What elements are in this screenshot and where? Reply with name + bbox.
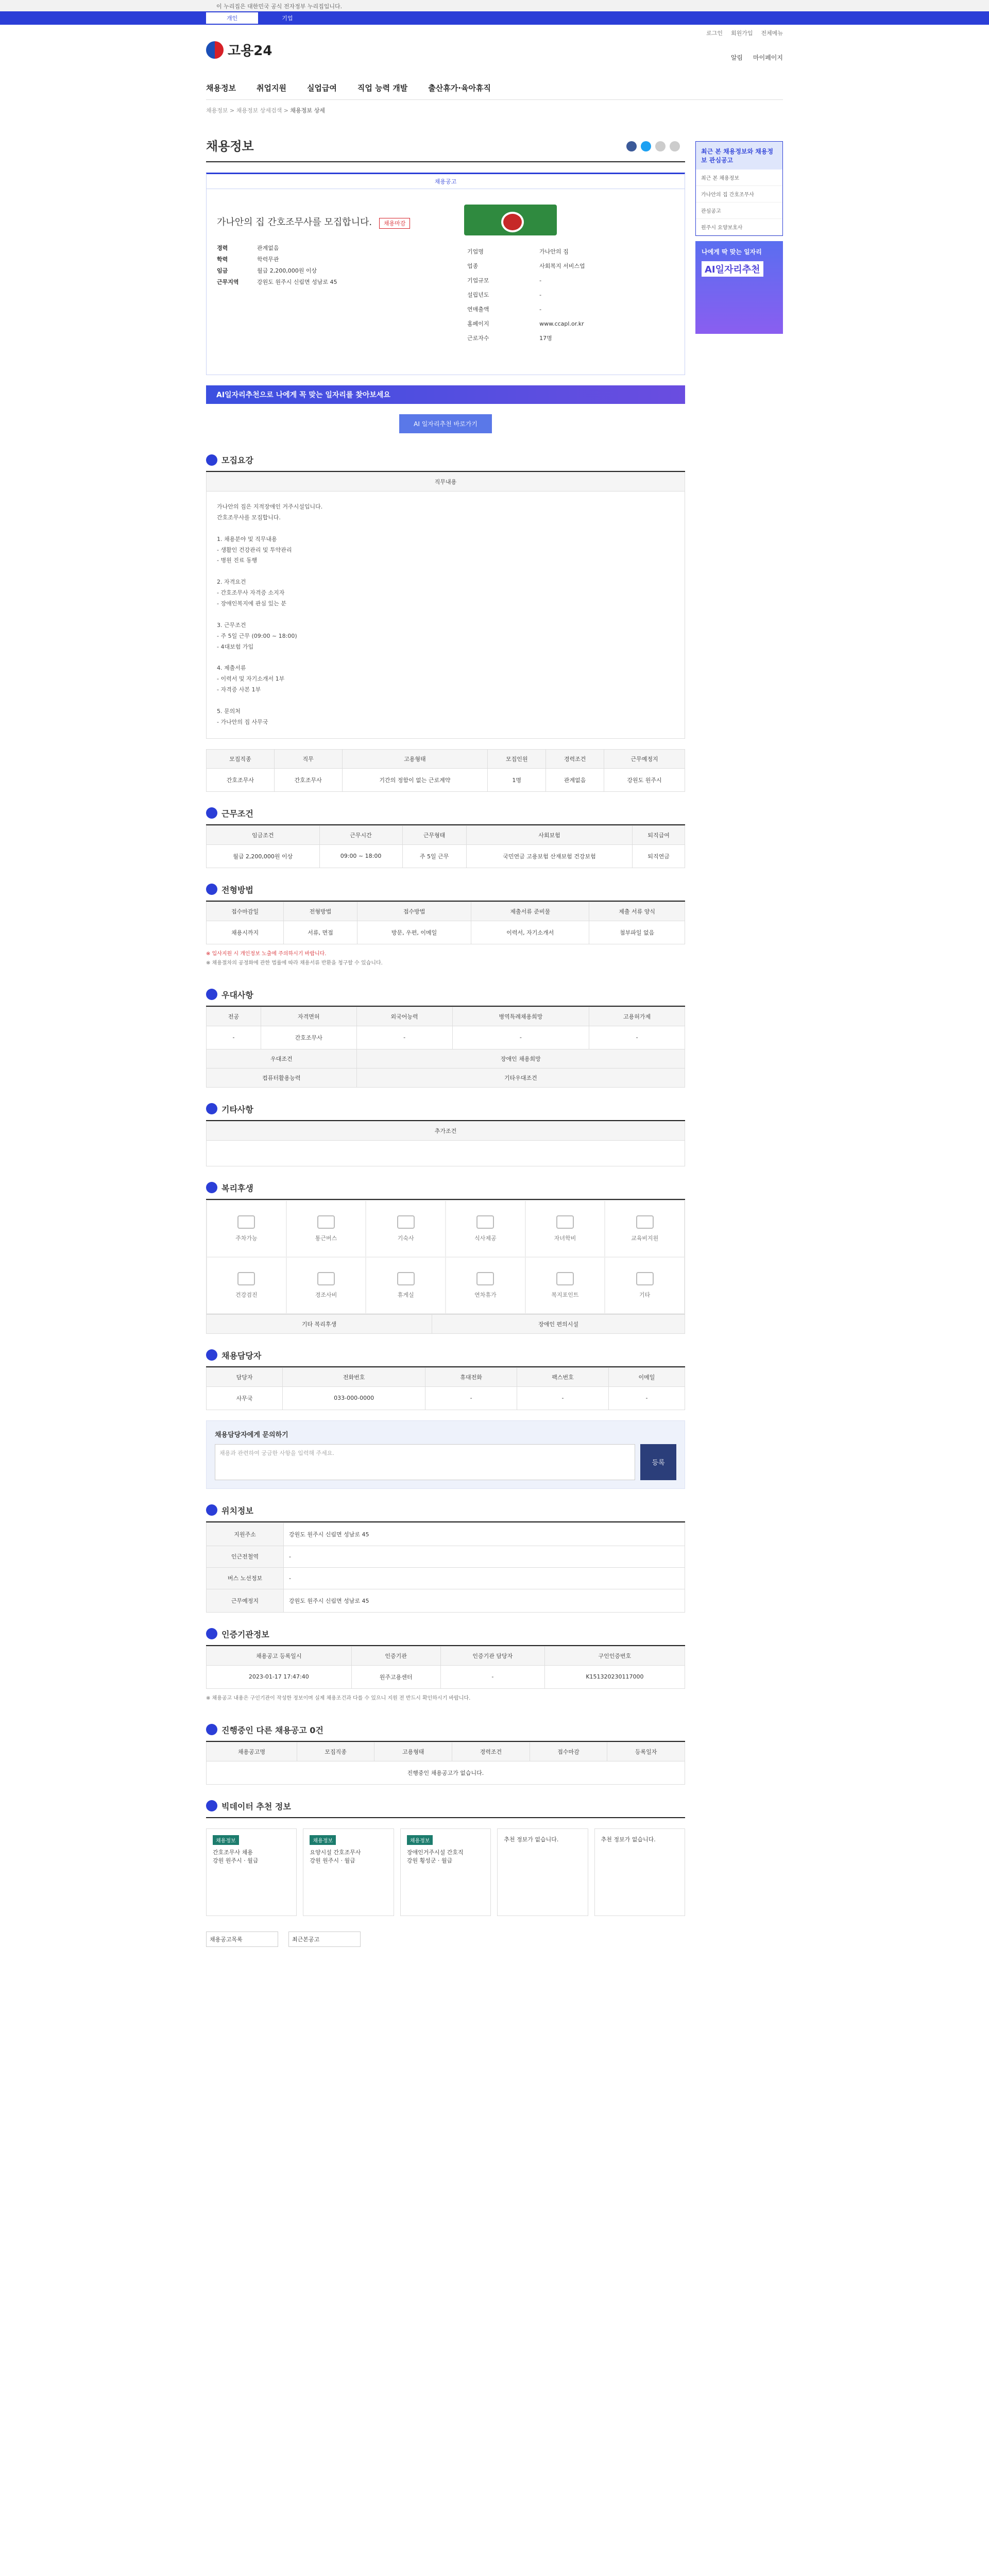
- table-cell: 강원도 원주시: [604, 768, 685, 791]
- table-cell: 강원도 원주시 신림면 성남로 45: [284, 1522, 685, 1546]
- side-ai-text: 나에게 딱 맞는 일자리: [702, 248, 762, 256]
- recommend-card[interactable]: [400, 1828, 491, 1916]
- table-header: 휴대전화: [425, 1367, 517, 1386]
- table-header: 접수마감: [530, 1742, 607, 1761]
- info-value: 가나안의 집: [539, 248, 569, 255]
- table-cell: -: [207, 1026, 261, 1049]
- table-header: 근무예정지: [604, 749, 685, 768]
- section-title: 채용담당자: [221, 1350, 262, 1361]
- contact-table: [206, 1367, 685, 1410]
- table-cell: 09:00 ~ 18:00: [319, 844, 402, 868]
- table-header: 인증기관 담당자: [440, 1646, 544, 1665]
- info-key: 연매출액: [467, 306, 489, 313]
- card-tag: 채용정보: [310, 1835, 336, 1845]
- info-key: 학력: [217, 256, 228, 263]
- bell-icon[interactable]: 알림: [730, 54, 743, 61]
- table-cell: 퇴직연금: [633, 844, 685, 868]
- section-title: 복리후생: [221, 1183, 253, 1193]
- user-icon[interactable]: 마이페이지: [753, 54, 783, 61]
- conditions-table: [206, 825, 685, 868]
- welfare-item: [366, 1257, 446, 1314]
- job-title: [217, 215, 449, 228]
- table-cell: 1명: [488, 768, 546, 791]
- info-key: 기업명: [467, 248, 484, 255]
- welfare-label: 자녀학비: [554, 1234, 576, 1242]
- info-key: 설립년도: [467, 292, 489, 298]
- table-header: 구인인증번호: [544, 1646, 685, 1665]
- ai-recommend-banner[interactable]: [206, 385, 685, 404]
- table-header: 근무예정지: [207, 1589, 284, 1612]
- welfare-label: 교육비지원: [631, 1234, 659, 1242]
- job-summary-card: [206, 173, 685, 375]
- card-title: 요양시설 간호조무사: [310, 1849, 361, 1856]
- document-icon: [206, 454, 217, 466]
- info-value: 관계없음: [257, 245, 279, 251]
- location-table: [206, 1522, 685, 1613]
- section-title: 모집요강: [221, 455, 253, 465]
- table-header: 등록일자: [607, 1742, 685, 1761]
- table-header: 인증기관: [351, 1646, 440, 1665]
- twitter-icon[interactable]: [641, 141, 651, 151]
- breadcrumb-item[interactable]: 채용정보: [206, 107, 228, 114]
- table-header: 인근전철역: [207, 1546, 284, 1567]
- table-header: 직무: [274, 749, 342, 768]
- note-line: ※ 입사지원 시 개인정보 노출에 주의하시기 바랍니다.: [206, 951, 327, 957]
- table-row: [207, 844, 685, 868]
- logo-mark-icon: [206, 41, 224, 59]
- job-description: 가나안의 집은 지적장애인 거주시설입니다. 간호조무사를 모집합니다. 1. 채용분야 및 직무내용 - 생활인 건강관리 및 투약관리 - 병원 진료 동행 2. 자격요건 - 간호조무사 자격증 소지자 - 장애인복지에 관심 있는 분 3. 근무조건 - 주 5일 근무 (09:00 ~ 18:00) - 4대보험 가입 4. 제출서류 - 이력서 및 자기소개서 1부 - 자격증 사본 1부 5. 문의처 - 가나안의 집 사무국: [206, 492, 685, 739]
- section-title: 위치정보: [221, 1505, 253, 1516]
- table-header: 고용형태: [374, 1742, 452, 1761]
- gov-notice: 이 누리집은 대한민국 공식 전자정부 누리집입니다.: [216, 3, 343, 10]
- calendar-icon: [476, 1272, 494, 1285]
- section-cert: [206, 1628, 685, 1708]
- prefer-table: [206, 1007, 685, 1088]
- apply-table: [206, 902, 685, 944]
- card-tag: 채용정보: [213, 1835, 239, 1845]
- content-wrap: [206, 121, 783, 1947]
- section-title: 진행중인 다른 채용공고 0건: [221, 1725, 323, 1735]
- job-title-text: 가나안의 집 간호조무사를 모집합니다.: [217, 217, 372, 228]
- section-location: [206, 1504, 685, 1613]
- table-header: 채용공고 등록일시: [207, 1646, 352, 1665]
- recommend-cards: [206, 1828, 685, 1916]
- job-list-select[interactable]: 채용공고목록: [206, 1931, 278, 1947]
- gnb-item-support[interactable]: 취업지원: [256, 83, 286, 93]
- shield-icon: [206, 1628, 217, 1639]
- inquiry-submit-button[interactable]: 등록: [640, 1444, 676, 1480]
- star-icon: [206, 989, 217, 1000]
- table-header: 사회보험: [466, 825, 633, 844]
- table-header: 모집인원: [488, 749, 546, 768]
- section-recommend: [206, 1800, 685, 1916]
- chart-icon: [206, 1800, 217, 1811]
- section-title: 우대사항: [221, 990, 253, 1000]
- company-info-table: [464, 244, 674, 346]
- table-header: 추가조건: [207, 1121, 685, 1140]
- tab-company[interactable]: 기업: [282, 15, 293, 22]
- gnb-item-benefit[interactable]: 실업급여: [306, 83, 337, 93]
- table-header: 제출서류 준비물: [471, 902, 589, 921]
- side-item: 최근 본 채용정보: [696, 170, 782, 186]
- table-header: 전공: [207, 1007, 261, 1026]
- info-value: 월급 2,200,000원 이상: [257, 267, 317, 274]
- dormitory-icon: [397, 1215, 415, 1229]
- table-row: [207, 1026, 685, 1049]
- table-row: [207, 768, 685, 791]
- info-key: 근로자수: [467, 335, 489, 342]
- meal-icon: [476, 1215, 494, 1229]
- side-ai-big: AI일자리추천: [702, 261, 763, 277]
- table-cell: 월급 2,200,000원 이상: [207, 844, 320, 868]
- section-other-jobs: [206, 1724, 685, 1785]
- cert-note: ※ 채용공고 내용은 구인기관이 작성한 정보이며 실제 채용조건과 다를 수 있으니 지원 전 반드시 확인하시기 바랍니다.: [206, 1695, 471, 1701]
- table-cell: -: [425, 1386, 517, 1410]
- inquiry-box: [206, 1420, 685, 1489]
- table-cell: -: [284, 1567, 685, 1589]
- welfare-item: [286, 1200, 366, 1257]
- bottom-selects: [206, 1931, 685, 1947]
- info-value: 사회복지 서비스업: [539, 263, 585, 269]
- table-cell: -: [440, 1665, 544, 1688]
- header: [206, 25, 783, 76]
- education-icon: [636, 1215, 654, 1229]
- welfare-item: [525, 1257, 605, 1314]
- table-header: 근무시간: [319, 825, 402, 844]
- table-cell: 간호조무사: [274, 768, 342, 791]
- login-link[interactable]: 로그인: [706, 30, 723, 37]
- welfare-label: 식사제공: [474, 1234, 497, 1242]
- info-key: 근무지역: [217, 279, 239, 285]
- left-info: [217, 244, 449, 286]
- job-header: 직무내용: [207, 472, 685, 492]
- info-key: 임금: [217, 267, 228, 274]
- table-header: 채용공고명: [207, 1742, 297, 1761]
- table-header: 장애인 편의시설: [432, 1314, 685, 1333]
- gov-notice-bar: [0, 0, 989, 11]
- table-cell: 관계없음: [546, 768, 604, 791]
- table-header: 경력조건: [452, 1742, 530, 1761]
- card-meta: 강원 횡성군 · 월급: [406, 1857, 453, 1864]
- clock-icon: [206, 807, 217, 819]
- breadcrumb: 채용정보 > 채용정보 상세검색 > 채용정보 상세: [206, 107, 326, 114]
- table-row: [207, 1386, 685, 1410]
- map-pin-icon: [206, 1504, 217, 1516]
- table-row: [207, 921, 685, 944]
- inquiry-title: 채용담당자에게 문의하기: [215, 1431, 288, 1439]
- table-header: 이메일: [608, 1367, 685, 1386]
- welfare-label: 기타: [639, 1291, 651, 1298]
- util-links: [706, 29, 783, 37]
- breadcrumb-item[interactable]: 채용정보 상세검색: [236, 107, 282, 114]
- sidebar: [695, 141, 783, 334]
- etc-icon: [636, 1272, 654, 1285]
- welfare-label: 경조사비: [315, 1291, 337, 1298]
- sofa-icon: [397, 1272, 415, 1285]
- welfare-label: 통근버스: [315, 1234, 337, 1242]
- apply-notes: [206, 944, 685, 973]
- info-key: 홈페이지: [467, 320, 489, 327]
- card-title: 추천 정보가 없습니다.: [504, 1836, 559, 1843]
- welfare-label: 건강검진: [235, 1291, 258, 1298]
- table-cell: K151320230117000: [544, 1665, 685, 1688]
- table-cell: 간호조무사: [261, 1026, 356, 1049]
- table-cell: 서류, 면접: [284, 921, 357, 944]
- gift-icon: [206, 1182, 217, 1193]
- recommend-card-empty: [594, 1828, 685, 1916]
- table-header: 모집직종: [207, 749, 275, 768]
- table-header: 임금조건: [207, 825, 320, 844]
- global-nav: [206, 76, 783, 100]
- recommend-card[interactable]: [206, 1828, 297, 1916]
- company-logo: [464, 205, 557, 235]
- welfare-label: 휴게실: [397, 1291, 414, 1298]
- side-title: 최근 본 채용정보와 채용정보 관심공고: [696, 142, 782, 170]
- table-header: 근무형태: [402, 825, 466, 844]
- info-value: 17명: [539, 335, 552, 342]
- table-header: 지원주소: [207, 1522, 284, 1546]
- side-item[interactable]: 가나안의 집 간호조무사: [696, 186, 782, 202]
- section-recruit: [206, 454, 685, 792]
- table-cell: 사무국: [207, 1386, 283, 1410]
- welfare-item: [207, 1257, 286, 1314]
- note-line: ※ 채용절차의 공정화에 관한 법률에 따라 채용서류 반환을 청구할 수 있습니다.: [206, 960, 383, 966]
- other-jobs-table: [206, 1742, 685, 1785]
- table-header: 접수마감일: [207, 902, 284, 921]
- section-title: 기타사항: [221, 1104, 253, 1114]
- table-cell: 강원도 원주시 신림면 성남로 45: [284, 1589, 685, 1612]
- table-row: [207, 1665, 685, 1688]
- table-cell: 국민연금 고용보험 산재보험 건강보험: [466, 844, 633, 868]
- side-ai-banner[interactable]: [695, 241, 783, 334]
- parking-icon: [237, 1215, 255, 1229]
- info-value: -: [539, 306, 542, 313]
- table-cell: -: [608, 1386, 685, 1410]
- signup-link[interactable]: 회원가입: [730, 30, 753, 37]
- table-cell: 이력서, 자기소개서: [471, 921, 589, 944]
- print-icon[interactable]: [670, 141, 680, 151]
- table-cell: -: [452, 1026, 589, 1049]
- card-tag: 채용정보: [407, 1835, 433, 1845]
- side-item[interactable]: 원주시 요양보호사: [696, 219, 782, 235]
- side-recent-box: [695, 141, 783, 236]
- welfare-item: [286, 1257, 366, 1314]
- section-welfare: [206, 1182, 685, 1334]
- section-apply: [206, 884, 685, 973]
- person-icon: [206, 1349, 217, 1361]
- section-title: 인증기관정보: [221, 1629, 269, 1639]
- homepage-link[interactable]: www.ccapl.or.kr: [539, 320, 584, 327]
- gnb-item-training[interactable]: 직업 능력 개발: [357, 83, 408, 93]
- empty-message: 진행중인 채용공고가 없습니다.: [207, 1761, 685, 1784]
- info-key: 업종: [467, 263, 479, 269]
- welfare-item: [207, 1200, 286, 1257]
- main-content: [206, 121, 685, 1947]
- table-header: 담당자: [207, 1367, 283, 1386]
- cert-table: [206, 1646, 685, 1689]
- table-header: 전형방법: [284, 902, 357, 921]
- header-icons: [731, 53, 783, 62]
- check-icon: [206, 884, 217, 895]
- info-value: -: [539, 277, 542, 284]
- table-cell: -: [589, 1026, 685, 1049]
- recommend-card[interactable]: [303, 1828, 394, 1916]
- gnb-item-jobs[interactable]: 채용정보: [206, 83, 236, 93]
- section-etc: [206, 1103, 685, 1166]
- school-icon: [556, 1215, 574, 1229]
- table-cell: 간호조무사: [207, 768, 275, 791]
- table-cell: -: [356, 1026, 452, 1049]
- card-subtitle: 채용공고: [207, 174, 685, 189]
- inquiry-textarea[interactable]: 채용과 관련하여 궁금한 사항을 입력해 주세요.: [215, 1444, 635, 1480]
- bus-icon: [317, 1215, 335, 1229]
- card-meta: 강원 원주시 · 월급: [213, 1857, 259, 1864]
- welfare-item: [446, 1200, 525, 1257]
- table-cell: 첨부파일 없음: [589, 921, 685, 944]
- envelope-icon: [317, 1272, 335, 1285]
- info-key: 경력: [217, 245, 228, 251]
- welfare-grid: [206, 1200, 685, 1314]
- table-cell: 기간의 정함이 없는 근로계약: [342, 768, 488, 791]
- share-buttons: [626, 141, 680, 151]
- info-value: 강원도 원주시 신림면 성남로 45: [257, 279, 337, 285]
- table-cell: [207, 1140, 685, 1166]
- welfare-extra-table: [206, 1314, 685, 1334]
- table-cell: 2023-01-17 17:47:40: [207, 1665, 352, 1688]
- table-header: 고용허가제: [589, 1007, 685, 1026]
- section-title: 빅데이터 추천 정보: [221, 1801, 291, 1811]
- etc-table: [206, 1121, 685, 1166]
- welfare-item: [605, 1200, 685, 1257]
- welfare-item: [605, 1257, 685, 1314]
- table-cell: 주 5일 근무: [402, 844, 466, 868]
- table-header: 기타우대조건: [356, 1068, 685, 1087]
- logo[interactable]: [206, 40, 272, 59]
- section-contact: [206, 1349, 685, 1489]
- table-cell: 033-000-0000: [283, 1386, 425, 1410]
- welfare-item: [446, 1257, 525, 1314]
- table-cell: 원주고용센터: [351, 1665, 440, 1688]
- all-menu-link[interactable]: 전체메뉴: [761, 30, 783, 37]
- recruit-table: [206, 749, 685, 792]
- recent-jobs-select[interactable]: 최근본공고: [288, 1931, 361, 1947]
- section-prefer: [206, 989, 685, 1088]
- table-header: 버스 노선정보: [207, 1567, 284, 1589]
- table-header: 퇴직급여: [633, 825, 685, 844]
- welfare-label: 연차휴가: [474, 1291, 497, 1298]
- table-header: 모집직종: [297, 1742, 374, 1761]
- ai-recommend-button[interactable]: AI 일자리추천 바로가기: [399, 414, 492, 433]
- table-cell: 방문, 우편, 이메일: [357, 921, 471, 944]
- info-key: 기업규모: [467, 277, 489, 284]
- table-cell: -: [284, 1546, 685, 1567]
- facebook-icon[interactable]: [626, 141, 637, 151]
- card-title: 간호조무사 채용: [213, 1849, 253, 1856]
- page-title: 채용정보: [206, 121, 685, 162]
- welfare-item: [366, 1200, 446, 1257]
- status-badge: 채용마감: [379, 218, 411, 229]
- table-header: 전화번호: [283, 1367, 425, 1386]
- card-meta: 강원 원주시 · 월급: [310, 1857, 355, 1864]
- table-header: 기타 복리후생: [207, 1314, 432, 1333]
- card-title: 장애인거주시설 간호직: [406, 1849, 464, 1856]
- user-type-tabs: [0, 11, 989, 25]
- welfare-label: 주차가능: [235, 1234, 258, 1242]
- job-content-table: [206, 472, 685, 492]
- table-header: 컴퓨터활용능력: [207, 1068, 357, 1087]
- table-header: 경력조건: [546, 749, 604, 768]
- table-header: 외국어능력: [356, 1007, 452, 1026]
- table-header: 자격면허: [261, 1007, 356, 1026]
- list-icon: [206, 1724, 217, 1735]
- table-header: 팩스번호: [517, 1367, 609, 1386]
- section-title: 근무조건: [221, 808, 253, 819]
- tab-personal[interactable]: 개인: [206, 12, 258, 24]
- card-title: 추천 정보가 없습니다.: [601, 1836, 656, 1843]
- table-header: 고용형태: [342, 749, 488, 768]
- welfare-item: [525, 1200, 605, 1257]
- breadcrumb-current: 채용정보 상세: [290, 107, 326, 114]
- ai-banner-text: AI일자리추천으로 나에게 꼭 맞는 일자리를 찾아보세요: [216, 391, 390, 399]
- section-conditions: [206, 807, 685, 868]
- welfare-label: 복지포인트: [551, 1291, 579, 1298]
- table-header: 우대조건: [207, 1049, 357, 1068]
- gnb-item-leave[interactable]: 출산휴가·육아휴직: [428, 83, 491, 93]
- table-header: 제출 서류 양식: [589, 902, 685, 921]
- table-cell: 채용시까지: [207, 921, 284, 944]
- link-icon[interactable]: [655, 141, 666, 151]
- table-header: 병역특례채용희망: [452, 1007, 589, 1026]
- recommend-card-empty: [497, 1828, 588, 1916]
- section-title: 전형방법: [221, 885, 253, 895]
- table-header: 장애인 채용희망: [356, 1049, 685, 1068]
- welfare-label: 기숙사: [397, 1234, 414, 1242]
- table-cell: -: [517, 1386, 609, 1410]
- table-header: 접수방법: [357, 902, 471, 921]
- health-icon: [237, 1272, 255, 1285]
- info-icon: [206, 1103, 217, 1114]
- info-value: 학력무관: [257, 256, 279, 263]
- logo-text: 고용24: [228, 43, 272, 59]
- point-icon: [556, 1272, 574, 1285]
- side-item: 관심공고: [696, 202, 782, 219]
- info-value: -: [539, 291, 542, 298]
